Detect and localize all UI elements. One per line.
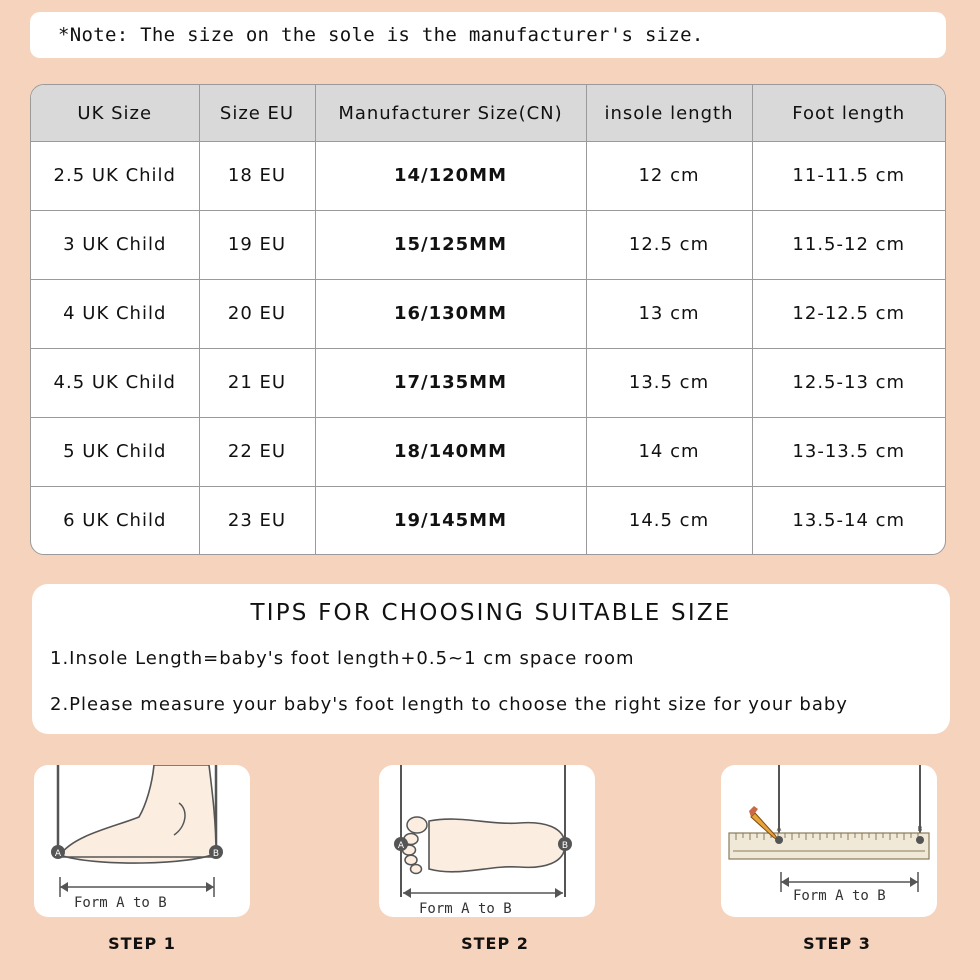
step-2-label: STEP 2 <box>461 934 529 953</box>
cell-size-eu: 20 EU <box>199 279 315 348</box>
cell-insole-length: 13 cm <box>586 279 752 348</box>
header-manufacturer-size: Manufacturer Size(CN) <box>315 85 586 142</box>
cell-manufacturer-size: 15/125MM <box>315 210 586 279</box>
cell-foot-length: 13-13.5 cm <box>752 417 945 486</box>
cell-uk-size: 3 UK Child <box>31 210 199 279</box>
size-table <box>31 85 945 554</box>
point-b-label: B <box>212 849 220 859</box>
table-row <box>31 348 945 417</box>
table-row <box>31 279 945 348</box>
cell-uk-size: 4 UK Child <box>31 279 199 348</box>
header-size-eu: Size EU <box>199 85 315 142</box>
point-a-marker <box>775 836 783 844</box>
table-row <box>31 210 945 279</box>
foot-sole-view-icon <box>379 765 595 917</box>
step-1-label: STEP 1 <box>108 934 176 953</box>
point-b-marker <box>916 836 924 844</box>
step-3-illustration <box>721 765 937 917</box>
cell-foot-length: 13.5-14 cm <box>752 486 945 554</box>
table-row <box>31 486 945 554</box>
cell-size-eu: 22 EU <box>199 417 315 486</box>
cell-foot-length: 11-11.5 cm <box>752 142 945 211</box>
cell-uk-size: 2.5 UK Child <box>31 142 199 211</box>
cell-insole-length: 12 cm <box>586 142 752 211</box>
step-3-label: STEP 3 <box>803 934 871 953</box>
step-2-caption: Form A to B <box>419 901 512 917</box>
cell-insole-length: 14.5 cm <box>586 486 752 554</box>
cell-insole-length: 14 cm <box>586 417 752 486</box>
step-3-caption: Form A to B <box>793 888 886 904</box>
cell-size-eu: 21 EU <box>199 348 315 417</box>
tips-title: TIPS FOR CHOOSING SUITABLE SIZE <box>250 600 732 626</box>
step-2-illustration <box>379 765 595 917</box>
cell-foot-length: 12-12.5 cm <box>752 279 945 348</box>
table-row <box>31 142 945 211</box>
cell-foot-length: 12.5-13 cm <box>752 348 945 417</box>
cell-size-eu: 19 EU <box>199 210 315 279</box>
point-a-label: A <box>776 825 782 833</box>
point-a-label: A <box>54 849 62 859</box>
ruler-icon <box>729 833 929 859</box>
size-note: *Note: The size on the sole is the manufacturer's size. <box>30 12 946 58</box>
header-foot-length: Foot length <box>752 85 945 142</box>
step-1-illustration <box>34 765 250 917</box>
cell-size-eu: 23 EU <box>199 486 315 554</box>
header-insole-length: insole length <box>586 85 752 142</box>
table-header-row <box>31 85 945 142</box>
size-chart-table <box>30 84 946 555</box>
table-row <box>31 417 945 486</box>
cell-manufacturer-size: 19/145MM <box>315 486 586 554</box>
tips-panel <box>32 584 950 734</box>
tip-item-insole: 1.Insole Length=baby's foot length+0.5~1 cm space room <box>50 648 635 669</box>
cell-manufacturer-size: 16/130MM <box>315 279 586 348</box>
cell-manufacturer-size: 17/135MM <box>315 348 586 417</box>
cell-size-eu: 18 EU <box>199 142 315 211</box>
tip-item-measure: 2.Please measure your baby's foot length to choose the right size for your baby <box>50 694 848 715</box>
cell-manufacturer-size: 18/140MM <box>315 417 586 486</box>
cell-insole-length: 12.5 cm <box>586 210 752 279</box>
ruler-measure-icon <box>721 765 937 917</box>
foot-side-view-icon <box>34 765 250 917</box>
cell-manufacturer-size: 14/120MM <box>315 142 586 211</box>
cell-insole-length: 13.5 cm <box>586 348 752 417</box>
point-b-label: B <box>917 825 923 833</box>
cell-uk-size: 6 UK Child <box>31 486 199 554</box>
cell-uk-size: 5 UK Child <box>31 417 199 486</box>
header-uk-size: UK Size <box>31 85 199 142</box>
point-b-label: B <box>561 841 569 851</box>
step-1-caption: Form A to B <box>74 895 167 911</box>
cell-uk-size: 4.5 UK Child <box>31 348 199 417</box>
point-a-label: A <box>397 841 405 851</box>
cell-foot-length: 11.5-12 cm <box>752 210 945 279</box>
